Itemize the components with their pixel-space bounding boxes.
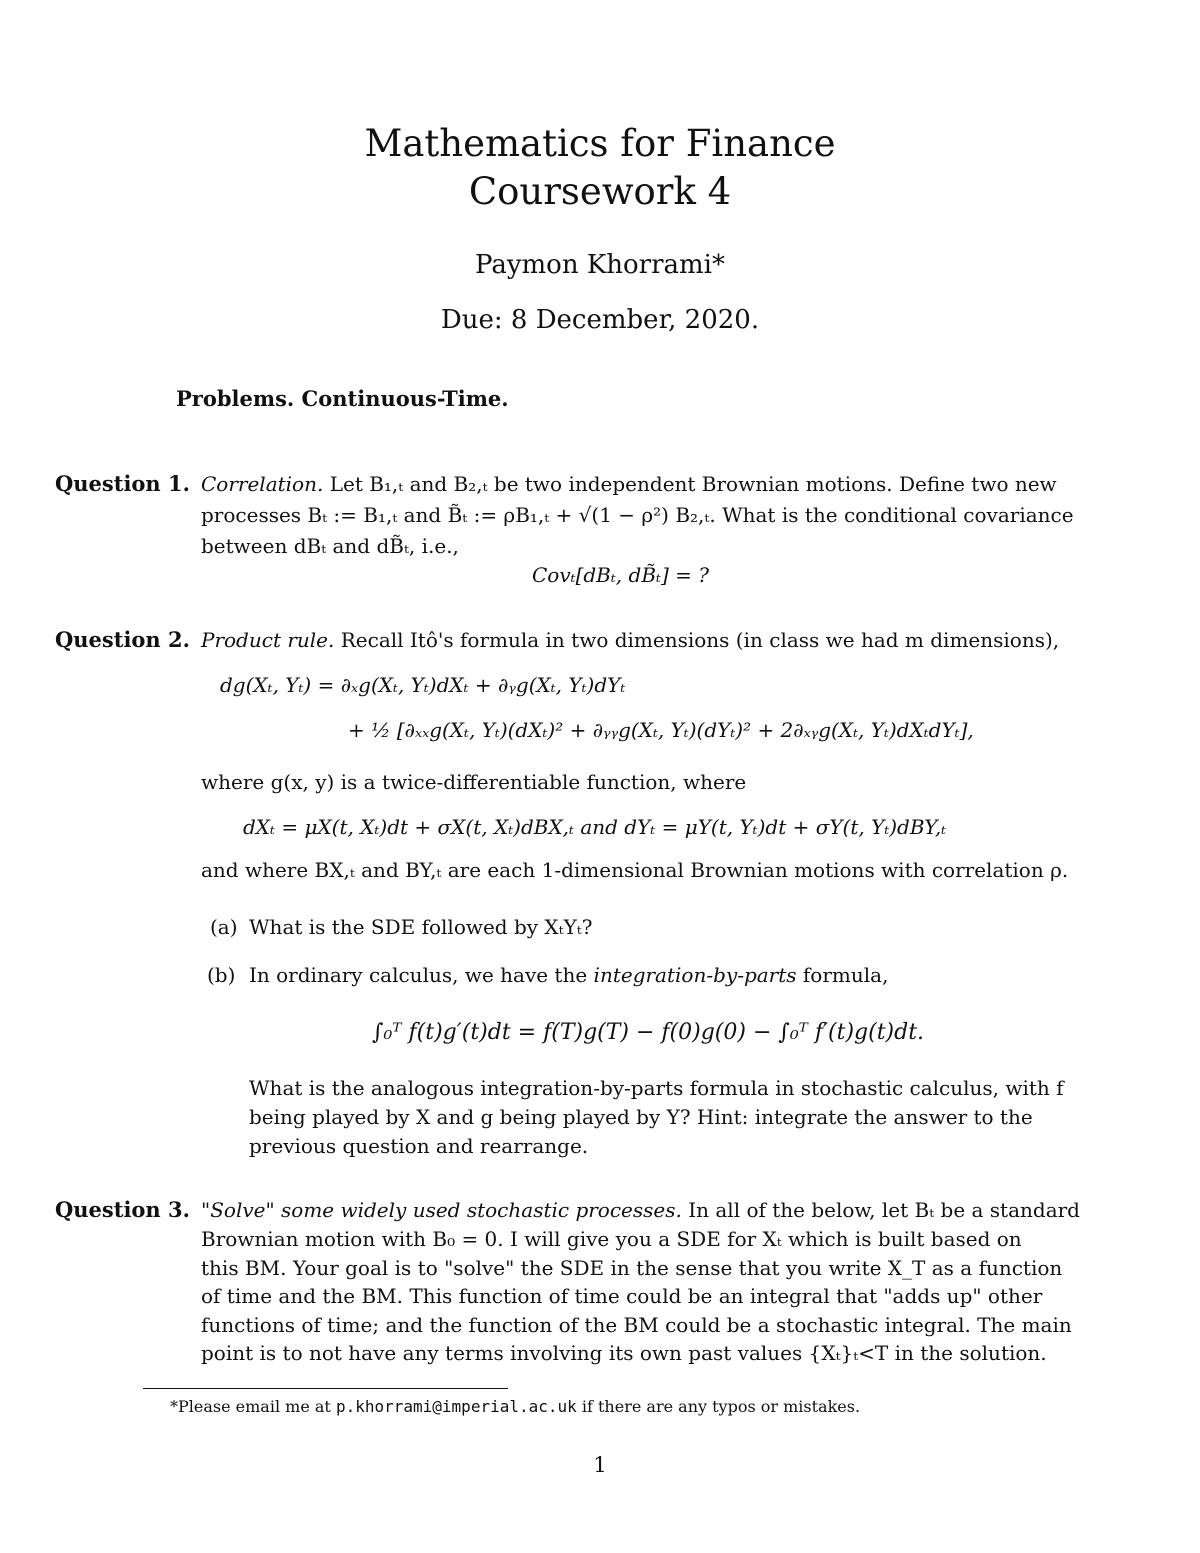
part-a-text: What is the SDE followed by XₜYₜ? xyxy=(249,915,593,939)
question-1-topic: Correlation. xyxy=(201,472,324,496)
part-b-intro xyxy=(249,963,888,987)
question-2-intro: Recall Itô's formula in two dimensions (in class we had m dimensions), xyxy=(340,628,1060,652)
ito-formula-line-2: + ½ [∂ₓₓg(Xₜ, Yₜ)(dXₜ)² + ∂ᵧᵧg(Xₜ, Yₜ)(dYₜ)² + 2∂ₓᵧg(Xₜ, Yₜ)dXₜdYₜ], xyxy=(348,718,974,742)
part-b-question-1: What is the analogous integration-by-parts formula in stochastic calculus, with f xyxy=(249,1076,1064,1100)
part-b-prefix: In ordinary calculus, we have the xyxy=(249,963,588,987)
part-b-suffix: formula, xyxy=(802,963,889,987)
part-b-question-3: previous question and rearrange. xyxy=(249,1134,589,1158)
question-1-line-2: processes Bₜ := B₁,ₜ and B̃ₜ := ρB₁,ₜ + √(1 − ρ²) B₂,ₜ. What is the conditional covariance xyxy=(201,503,1074,527)
document-subtitle: Coursework 4 xyxy=(468,170,732,213)
footnote-rule xyxy=(143,1388,508,1389)
page-number: 1 xyxy=(593,1453,607,1477)
question-2-dynamics: dXₜ = μX(t, Xₜ)dt + σX(t, Xₜ)dBX,ₜ and dYₜ = μY(t, Yₜ)dt + σY(t, Yₜ)dBY,ₜ xyxy=(243,815,947,839)
question-3-topic: "Solve" some widely used stochastic processes. xyxy=(201,1198,682,1222)
question-3-line-3: this BM. Your goal is to "solve" the SDE in the sense that you write X_T as a function xyxy=(201,1256,1063,1280)
question-2-where-g: where g(x, y) is a twice-differentiable function, where xyxy=(201,770,747,794)
document-title: Mathematics for Finance xyxy=(364,122,836,165)
question-2-topic: Product rule. xyxy=(201,628,335,652)
question-1-line-1 xyxy=(201,472,1057,496)
question-2-line-1 xyxy=(201,628,1059,652)
question-1-line-3: between dBₜ and dB̃ₜ, i.e., xyxy=(201,534,459,558)
question-2-label: Question 2. xyxy=(55,627,190,652)
question-3-line-2: Brownian motion with B₀ = 0. I will give you a SDE for Xₜ which is built based on xyxy=(201,1227,1022,1251)
part-a-marker: (a) xyxy=(210,915,238,939)
question-1-text-1: Let B₁,ₜ and B₂,ₜ be two independent Brownian motions. Define two new xyxy=(329,472,1057,496)
question-3-line-4: of time and the BM. This function of time could be an integral that "adds up" other xyxy=(201,1284,1043,1308)
ito-formula-line-1: dg(Xₜ, Yₜ) = ∂ₓg(Xₜ, Yₜ)dXₜ + ∂ᵧg(Xₜ, Yₜ)dYₜ xyxy=(220,673,626,697)
question-1-formula: Covₜ[dBₜ, dB̃ₜ] = ? xyxy=(532,563,709,587)
question-3-line-1 xyxy=(201,1198,1080,1222)
question-1-label: Question 1. xyxy=(55,471,190,496)
question-3-label: Question 3. xyxy=(55,1197,190,1222)
question-3-line-6: point is to not have any terms involving its own past values {Xₜ}ₜ<T in the solution. xyxy=(201,1341,1047,1365)
part-b-question-2: being played by X and g being played by Y? Hint: integrate the answer to the xyxy=(249,1105,1033,1129)
part-b-term: integration-by-parts xyxy=(593,963,797,987)
footnote-prefix: *Please email me at xyxy=(170,1397,331,1416)
section-heading: Problems. Continuous-Time. xyxy=(176,386,509,411)
due-date: Due: 8 December, 2020. xyxy=(440,305,760,335)
footnote-suffix: if there are any typos or mistakes. xyxy=(581,1397,861,1416)
author: Paymon Khorrami* xyxy=(475,250,725,280)
question-3-text-1: In all of the below, let Bₜ be a standard xyxy=(688,1198,1080,1222)
integration-by-parts-formula: ∫₀ᵀ f(t)g′(t)dt = f(T)g(T) − f(0)g(0) − ∫₀ᵀ f′(t)g(t)dt. xyxy=(372,1020,925,1045)
question-2-correlation: and where BX,ₜ and BY,ₜ are each 1-dimensional Brownian motions with correlation ρ. xyxy=(201,858,1069,882)
part-b-marker: (b) xyxy=(207,963,236,987)
question-3-line-5: functions of time; and the function of the BM could be a stochastic integral. The main xyxy=(201,1313,1072,1337)
footnote xyxy=(170,1397,860,1416)
footnote-email[interactable]: p.khorrami@imperial.ac.uk xyxy=(335,1397,577,1416)
